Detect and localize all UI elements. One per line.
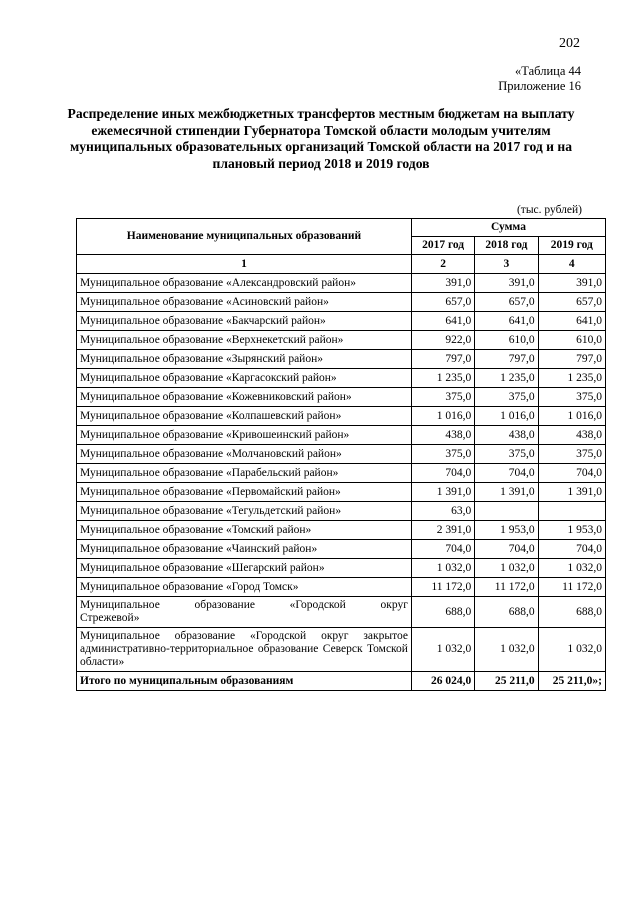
value-2018: 797,0 bbox=[475, 350, 538, 369]
value-2017: 704,0 bbox=[411, 464, 474, 483]
header-name: Наименование муниципальных образований bbox=[77, 219, 412, 255]
table-row bbox=[77, 521, 606, 540]
value-2019: 1 016,0 bbox=[538, 407, 605, 426]
value-2017: 1 391,0 bbox=[411, 483, 474, 502]
value-2018: 438,0 bbox=[475, 426, 538, 445]
table-row bbox=[77, 559, 606, 578]
row-name: Муниципальное образование «Бакчарский район» bbox=[77, 312, 412, 331]
document-title: Распределение иных межбюджетных трансфертов местным бюджетам на выплату ежемесячной стипендии Губернатора Томской области молодым учителям муниципальных образовательных организаций Томской области на 2017 год и на плановый период 2018 и 2019 годов bbox=[67, 106, 575, 171]
header-year-2019: 2019 год bbox=[538, 237, 605, 255]
total-row bbox=[77, 672, 606, 691]
value-2018: 391,0 bbox=[475, 274, 538, 293]
value-2018: 1 016,0 bbox=[475, 407, 538, 426]
header-year-2018: 2018 год bbox=[475, 237, 538, 255]
table-row bbox=[77, 628, 606, 672]
row-name: Муниципальное образование «Молчановский район» bbox=[77, 445, 412, 464]
table-row bbox=[77, 388, 606, 407]
row-name bbox=[77, 597, 412, 628]
row-name: Муниципальное образование «Томский район» bbox=[77, 521, 412, 540]
value-2018: 375,0 bbox=[475, 445, 538, 464]
total-2018: 25 211,0 bbox=[475, 672, 538, 691]
value-2018: 11 172,0 bbox=[475, 578, 538, 597]
page-number: 202 bbox=[559, 36, 580, 51]
row-name: Муниципальное образование «Городской округ закрытое административно-территориальное образование Северск Томской области» bbox=[77, 628, 412, 672]
value-2018: 704,0 bbox=[475, 540, 538, 559]
row-name: Муниципальное образование «Кривошеинский район» bbox=[77, 426, 412, 445]
table-number: «Таблица 44 bbox=[515, 64, 581, 78]
value-2017: 657,0 bbox=[411, 293, 474, 312]
table-row bbox=[77, 483, 606, 502]
table-row bbox=[77, 578, 606, 597]
value-2018: 1 032,0 bbox=[475, 559, 538, 578]
value-2018: 1 953,0 bbox=[475, 521, 538, 540]
units-label: (тыс. рублей) bbox=[516, 204, 582, 216]
value-2019: 688,0 bbox=[538, 597, 605, 628]
value-2017: 1 032,0 bbox=[411, 628, 474, 672]
table-row bbox=[77, 350, 606, 369]
value-2019: 438,0 bbox=[538, 426, 605, 445]
row-name: Муниципальное образование «Александровский район» bbox=[77, 274, 412, 293]
value-2017: 797,0 bbox=[411, 350, 474, 369]
table-row bbox=[77, 312, 606, 331]
table-row bbox=[77, 445, 606, 464]
value-2019: 391,0 bbox=[538, 274, 605, 293]
value-2019: 641,0 bbox=[538, 312, 605, 331]
table-row bbox=[77, 274, 606, 293]
row-name-line: Муниципальное образование «Городской округ bbox=[80, 599, 408, 611]
value-2019: 375,0 bbox=[538, 445, 605, 464]
value-2019: 704,0 bbox=[538, 464, 605, 483]
value-2019: 1 032,0 bbox=[538, 559, 605, 578]
value-2018: 1 032,0 bbox=[475, 628, 538, 672]
value-2018: 1 391,0 bbox=[475, 483, 538, 502]
value-2019: 1 235,0 bbox=[538, 369, 605, 388]
value-2019: 704,0 bbox=[538, 540, 605, 559]
value-2018: 704,0 bbox=[475, 464, 538, 483]
table-row bbox=[77, 426, 606, 445]
table-row bbox=[77, 464, 606, 483]
value-2019: 797,0 bbox=[538, 350, 605, 369]
value-2017: 375,0 bbox=[411, 445, 474, 464]
value-2017: 2 391,0 bbox=[411, 521, 474, 540]
value-2017: 688,0 bbox=[411, 597, 474, 628]
table-row bbox=[77, 293, 606, 312]
value-2017: 922,0 bbox=[411, 331, 474, 350]
row-name: Муниципальное образование «Колпашевский район» bbox=[77, 407, 412, 426]
value-2017: 1 016,0 bbox=[411, 407, 474, 426]
appendix-number: Приложение 16 bbox=[498, 79, 581, 93]
row-name: Муниципальное образование «Кожевниковский район» bbox=[77, 388, 412, 407]
table-row bbox=[77, 502, 606, 521]
row-name: Муниципальное образование «Тегульдетский район» bbox=[77, 502, 412, 521]
value-2018: 610,0 bbox=[475, 331, 538, 350]
col-number: 1 bbox=[77, 255, 412, 274]
header-year-2017: 2017 год bbox=[411, 237, 474, 255]
table-row bbox=[77, 369, 606, 388]
total-label: Итого по муниципальным образованиям bbox=[77, 672, 412, 691]
row-name: Муниципальное образование «Асиновский район» bbox=[77, 293, 412, 312]
value-2019: 1 032,0 bbox=[538, 628, 605, 672]
value-2017: 1 032,0 bbox=[411, 559, 474, 578]
budget-table bbox=[76, 218, 606, 691]
row-name: Муниципальное образование «Чаинский район» bbox=[77, 540, 412, 559]
value-2019 bbox=[538, 502, 605, 521]
value-2017: 391,0 bbox=[411, 274, 474, 293]
value-2017: 704,0 bbox=[411, 540, 474, 559]
col-number: 2 bbox=[411, 255, 474, 274]
value-2018 bbox=[475, 502, 538, 521]
row-name: Муниципальное образование «Шегарский район» bbox=[77, 559, 412, 578]
value-2018: 688,0 bbox=[475, 597, 538, 628]
value-2019: 1 953,0 bbox=[538, 521, 605, 540]
table-row bbox=[77, 407, 606, 426]
col-number: 3 bbox=[475, 255, 538, 274]
row-name: Муниципальное образование «Зырянский район» bbox=[77, 350, 412, 369]
value-2019: 1 391,0 bbox=[538, 483, 605, 502]
col-number: 4 bbox=[538, 255, 605, 274]
table-reference bbox=[498, 64, 581, 94]
value-2018: 375,0 bbox=[475, 388, 538, 407]
value-2019: 11 172,0 bbox=[538, 578, 605, 597]
value-2019: 375,0 bbox=[538, 388, 605, 407]
row-name: Муниципальное образование «Первомайский район» bbox=[77, 483, 412, 502]
row-name: Муниципальное образование «Парабельский район» bbox=[77, 464, 412, 483]
value-2018: 641,0 bbox=[475, 312, 538, 331]
row-name: Муниципальное образование «Верхнекетский район» bbox=[77, 331, 412, 350]
row-name-line: Стрежевой» bbox=[80, 612, 140, 624]
value-2019: 610,0 bbox=[538, 331, 605, 350]
value-2017: 438,0 bbox=[411, 426, 474, 445]
value-2017: 641,0 bbox=[411, 312, 474, 331]
table-row bbox=[77, 331, 606, 350]
row-name: Муниципальное образование «Каргасокский район» bbox=[77, 369, 412, 388]
value-2017: 375,0 bbox=[411, 388, 474, 407]
table-row bbox=[77, 597, 606, 628]
row-name: Муниципальное образование «Город Томск» bbox=[77, 578, 412, 597]
value-2018: 1 235,0 bbox=[475, 369, 538, 388]
table-row bbox=[77, 540, 606, 559]
value-2017: 63,0 bbox=[411, 502, 474, 521]
value-2017: 11 172,0 bbox=[411, 578, 474, 597]
value-2018: 657,0 bbox=[475, 293, 538, 312]
value-2019: 657,0 bbox=[538, 293, 605, 312]
total-2017: 26 024,0 bbox=[411, 672, 474, 691]
total-2019: 25 211,0»; bbox=[538, 672, 605, 691]
value-2017: 1 235,0 bbox=[411, 369, 474, 388]
header-sum: Сумма bbox=[411, 219, 605, 237]
